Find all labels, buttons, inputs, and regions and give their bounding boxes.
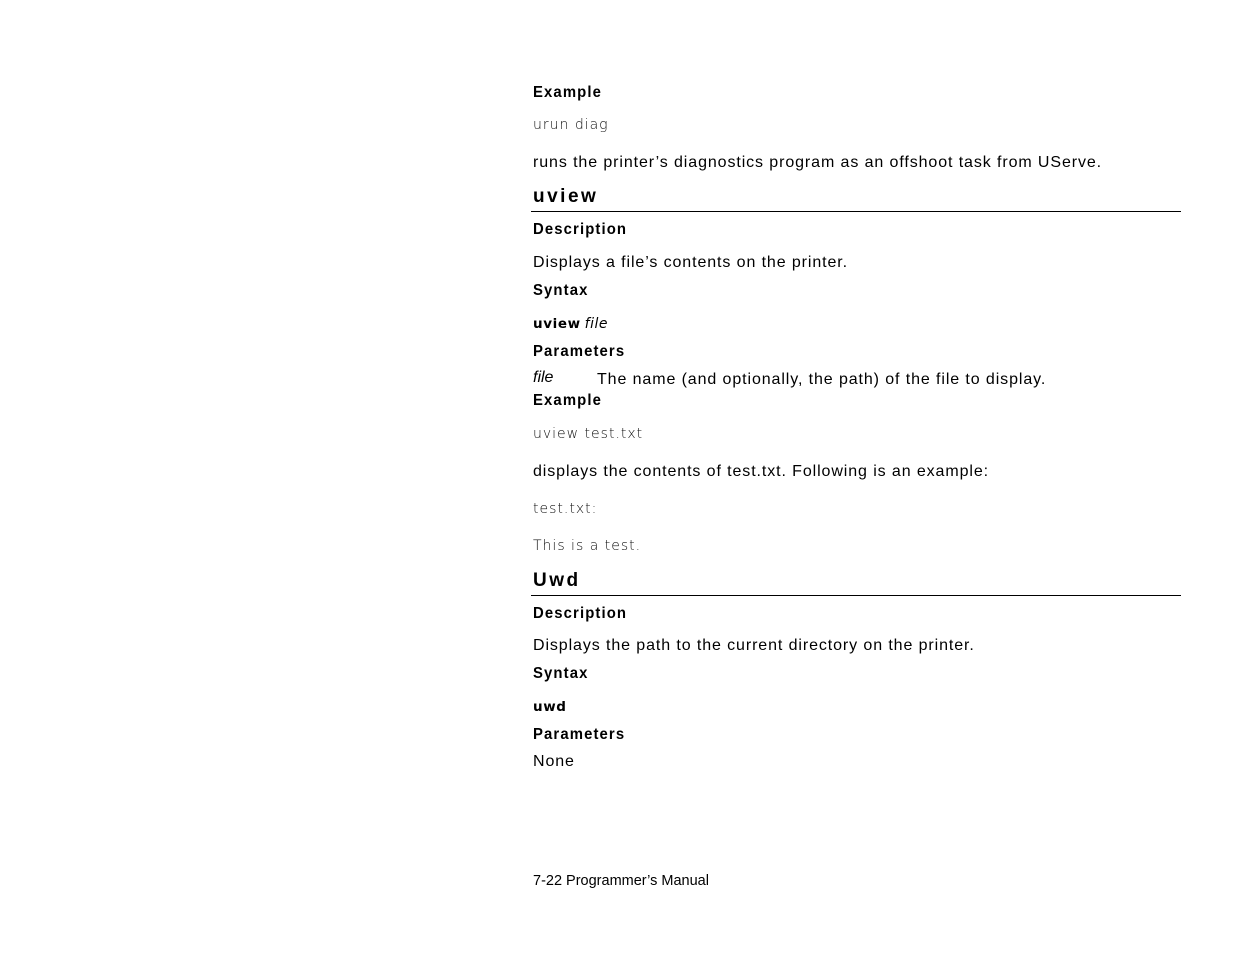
uview-syntax-command: uview bbox=[533, 316, 581, 332]
example-description: runs the printer’s diagnostics program as an offshoot task from UServe. bbox=[533, 154, 1103, 171]
uwd-description: Displays the path to the current directory on the printer. bbox=[533, 637, 975, 654]
uview-param-name: file bbox=[533, 369, 554, 386]
page-footer: 7-22 Programmer’s Manual bbox=[533, 873, 709, 889]
uview-sample-content: This is a test. bbox=[533, 538, 642, 554]
uview-parameters-heading: Parameters bbox=[533, 343, 626, 360]
uview-syntax-heading: Syntax bbox=[533, 282, 589, 299]
uwd-description-heading: Description bbox=[533, 605, 628, 622]
uview-section-rule bbox=[531, 211, 1181, 212]
uview-sample-filename: test.txt: bbox=[533, 501, 598, 517]
uview-example-description: displays the contents of test.txt. Following is an example: bbox=[533, 463, 989, 480]
uwd-section-rule bbox=[531, 595, 1181, 596]
example-code: urun diag bbox=[533, 117, 609, 133]
uview-example-code: uview test.txt bbox=[533, 426, 644, 442]
uview-description: Displays a file’s contents on the printer. bbox=[533, 254, 848, 271]
uwd-syntax-command: uwd bbox=[533, 699, 567, 715]
uview-example-heading: Example bbox=[533, 392, 603, 409]
example-heading: Example bbox=[533, 84, 603, 101]
uview-section-title: uview bbox=[533, 186, 599, 207]
uview-syntax bbox=[533, 315, 608, 333]
uwd-parameters-value: None bbox=[533, 753, 575, 770]
uwd-parameters-heading: Parameters bbox=[533, 726, 626, 743]
uwd-section-title: Uwd bbox=[533, 570, 581, 591]
uview-syntax-param: file bbox=[584, 316, 608, 332]
uview-description-heading: Description bbox=[533, 221, 628, 238]
uview-param-description: The name (and optionally, the path) of the file to display. bbox=[597, 371, 1047, 388]
uwd-syntax-heading: Syntax bbox=[533, 665, 589, 682]
